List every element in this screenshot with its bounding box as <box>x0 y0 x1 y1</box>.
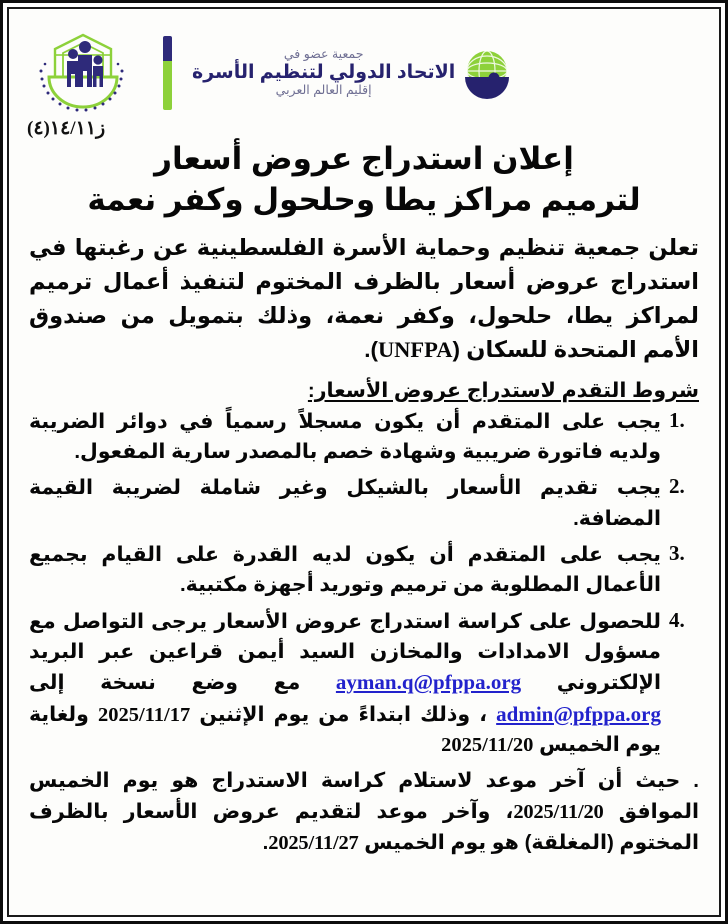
intro-part-2: ). <box>364 337 378 363</box>
availability-start-date: 2025/11/17 <box>97 703 191 726</box>
conditions-list <box>29 407 699 761</box>
list-item <box>29 407 699 468</box>
collection-deadline-date: 2025/11/20 <box>513 800 604 823</box>
title-line-1: إعلان استدراج عروض أسعار <box>154 141 574 176</box>
list-item-number: 4. <box>669 607 685 632</box>
list-item-text: يجب على المتقدم أن يكون مسجلاً رسمياً في دوائر الضريبة ولديه فاتورة ضريبية وشهادة خصم بالمصدر سارية المفعول. <box>29 409 661 463</box>
list-item-text <box>29 607 661 761</box>
availability-text-2: ولغاية يوم الخميس <box>29 702 661 756</box>
ippf-logo <box>192 45 515 101</box>
list-item-text: يجب تقديم الأسعار بالشيكل وغير شاملة لضريبة القيمة المضافة. <box>29 476 661 530</box>
announcement-body <box>25 227 703 911</box>
intro-paragraph <box>29 231 699 368</box>
list-item-text: يجب على المتقدم أن يكون لديه القدرة على القيام بجميع الأعمال المطلوبة من ترميم وتوريد أجهزة مكتبية. <box>29 542 661 597</box>
page-title <box>25 139 703 221</box>
unfpa-acronym: UNFPA <box>377 337 453 363</box>
list-item-number: 1. <box>669 407 685 432</box>
ippf-logo-line-1: جمعية عضو في <box>283 47 364 62</box>
reference-number: ز١٤/١١(٤) <box>27 118 106 139</box>
announcement-frame <box>7 7 721 917</box>
globe-figure-icon <box>459 45 515 101</box>
list-item-number: 2. <box>669 474 685 499</box>
intro-part-1: تعلن جمعية تنظيم وحماية الأسرة الفلسطينية عن رغبتها في استدراج عروض أسعار بالظرف المختوم لتنفيذ أعمال ترميم لمراكز يطا، حلحول، وكفر نعمة، وذلك بتمويل من صندوق الأمم المتحدة للسكان ( <box>29 234 699 363</box>
title-line-2: لترميم مراكز يطا وحلحول وكفر نعمة <box>87 181 641 217</box>
conditions-heading: شروط التقدم لاستدراج عروض الأسعار: <box>307 378 699 402</box>
pfppa-logo <box>25 25 143 121</box>
email-link-cc[interactable]: admin@pfppa.org <box>496 701 661 726</box>
ippf-logo-text <box>192 48 455 97</box>
email-cc-label: مع وضع نسخة إلى <box>29 671 301 695</box>
submission-deadline-date: 2025/11/27 <box>268 831 359 854</box>
list-item <box>29 473 699 534</box>
list-item <box>29 540 699 601</box>
availability-end-date: 2025/11/20 <box>441 733 534 756</box>
list-item-contact <box>29 607 699 761</box>
contact-instructions: للحصول على كراسة استدراج عروض الأسعار يرجى التواصل مع مسؤول الامدادات والمخازن السيد أيمن قراعين عبر البريد الإلكتروني <box>29 609 661 695</box>
ippf-logo-line-2: الاتحاد الدولي لتنظيم الأسرة <box>192 61 456 83</box>
list-item-number: 3. <box>669 540 685 565</box>
ippf-logo-line-3: إقليم العالم العربي <box>275 83 372 98</box>
deadline-text-2: ، وآخر موعد لتقديم عروض الأسعار بالظرف المختوم (المغلقة) هو يوم الخميس <box>29 799 699 854</box>
deadline-paragraph <box>29 766 699 858</box>
deadline-text-3: . <box>262 830 269 854</box>
email-link-primary[interactable]: ayman.q@pfppa.org <box>335 670 522 695</box>
header-logos <box>25 15 703 127</box>
availability-text-1: ، وذلك ابتداءً من يوم الإثنين <box>199 702 488 726</box>
deadline-text-1: . حيث أن آخر موعد لاستلام كراسة الاستدراج هو يوم الخميس الموافق <box>29 769 700 823</box>
divider-bar <box>163 36 172 110</box>
